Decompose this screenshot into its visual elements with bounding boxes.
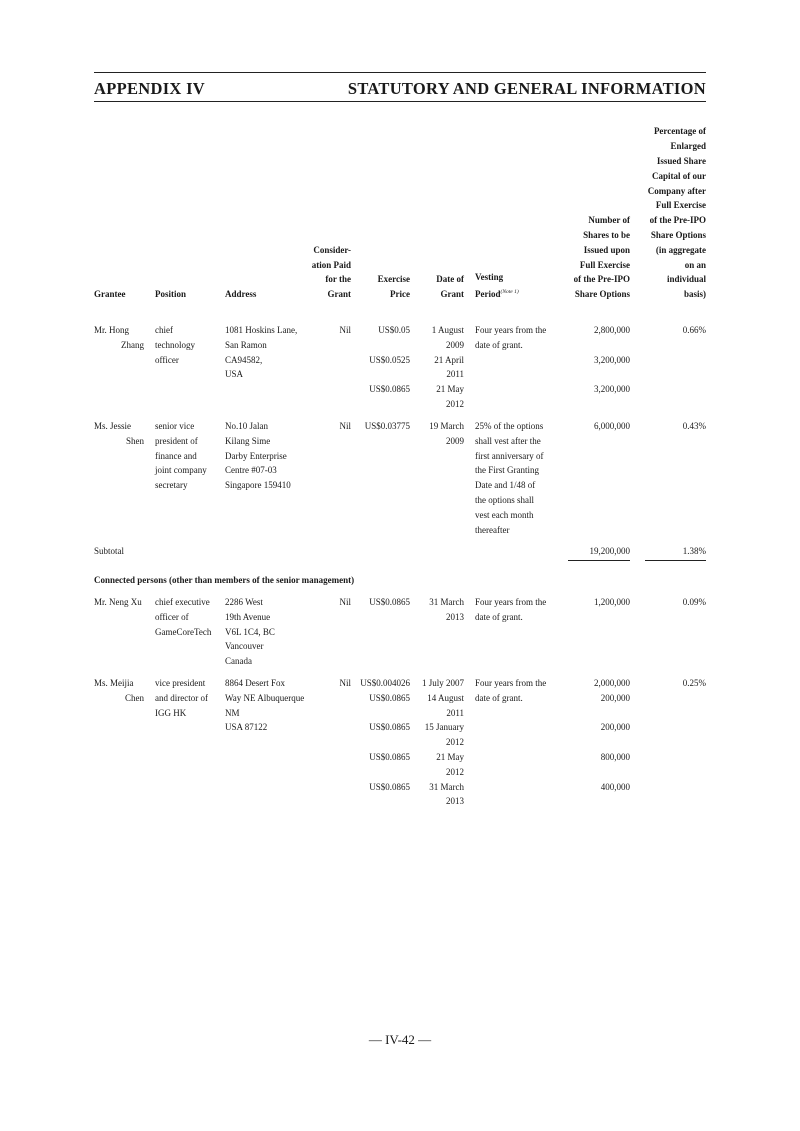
- cell-line: Date and 1/48 of: [475, 480, 536, 491]
- cell-line: [594, 794, 630, 809]
- cell-line: No.10 Jalan: [225, 421, 268, 431]
- cell-line: 15 January: [424, 722, 464, 733]
- row-hong-zhang-date-of-grant: [432, 323, 464, 412]
- cell-line: Kilang Sime: [225, 435, 271, 446]
- cell-line: Grant: [327, 289, 351, 300]
- section-heading-connected-persons: Connected persons (other than members of the senior management): [94, 575, 355, 585]
- cell-line: technology: [155, 339, 195, 350]
- cell-line: Four years from the: [475, 325, 547, 335]
- cell-line: 2012: [446, 766, 464, 777]
- header-position: [155, 287, 186, 302]
- cell-line: date of grant.: [475, 692, 523, 703]
- cell-line: vest each month: [475, 509, 534, 520]
- cell-line: officer: [155, 354, 179, 365]
- cell-line: Grantee: [94, 289, 126, 300]
- cell-line: senior vice: [155, 421, 195, 431]
- cell-line: US$0.0525: [369, 354, 410, 365]
- row-neng-xu-date-of-grant: [429, 595, 464, 625]
- cell-line: Capital of our: [652, 170, 706, 181]
- appendix-label: APPENDIX IV: [94, 79, 206, 98]
- row-neng-xu-address: [225, 595, 275, 669]
- cell-line: 2011: [446, 369, 464, 380]
- cell-line: Share Options: [650, 230, 706, 241]
- cell-line: San Ramon: [225, 339, 267, 350]
- cell-line: 21 April: [434, 354, 464, 365]
- cell-line: Position: [155, 289, 187, 300]
- row-jessie-shen-shares: [594, 419, 630, 434]
- page-number: — IV-42 —: [368, 1032, 432, 1047]
- cell-line: Nil: [339, 325, 351, 335]
- cell-line: 19th Avenue: [225, 611, 271, 622]
- header-bottom-rule: [94, 101, 706, 102]
- cell-line: 0.25%: [682, 678, 706, 688]
- row-hong-zhang-vesting: [475, 323, 546, 353]
- cell-line: ation Paid: [311, 259, 351, 270]
- cell-line: of the Pre-IPO: [573, 274, 630, 285]
- header-vesting-period: Vesting Period$^{(Note 1)}$: [475, 272, 519, 300]
- cell-line: basis): [683, 289, 706, 300]
- cell-line: and director of: [155, 692, 208, 703]
- cell-line: vice president: [155, 678, 206, 688]
- cell-line: US$0.0865: [369, 597, 410, 607]
- cell-line: 8864 Desert Fox: [225, 678, 285, 688]
- cell-line: Mr. Neng Xu: [94, 597, 142, 607]
- header-percentage: [648, 124, 706, 302]
- cell-line: US$0.05: [378, 325, 410, 335]
- cell-line: GameCoreTech: [155, 626, 212, 637]
- cell-line: 1081 Hoskins Lane,: [225, 325, 298, 335]
- cell-line: chief: [155, 325, 173, 335]
- cell-line: 2011: [446, 707, 464, 718]
- cell-line: 200,000: [600, 722, 630, 733]
- cell-line: thereafter: [475, 524, 510, 535]
- cell-line: Way NE Albuquerque: [225, 692, 305, 703]
- cell-line: the First Granting: [475, 465, 539, 476]
- cell-line: 2009: [446, 435, 464, 446]
- cell-line: the options shall: [475, 494, 534, 505]
- cell-line: [594, 765, 630, 780]
- cell-line: 0.09%: [682, 597, 706, 607]
- cell-line: 25% of the options: [475, 421, 544, 431]
- cell-line: [360, 735, 410, 750]
- cell-line: date of grant.: [475, 611, 523, 622]
- cell-line: Exercise: [377, 274, 410, 285]
- subtotal-percentage: 1.38%: [682, 546, 706, 556]
- cell-line: Grant: [440, 289, 464, 300]
- cell-line: 6,000,000: [594, 421, 630, 431]
- row-meijia-chen-percentage: [683, 676, 706, 691]
- cell-line: Vancouver: [225, 641, 264, 652]
- header-exercise-price: [378, 272, 410, 302]
- cell-line: Shen: [126, 435, 144, 446]
- cell-line: 2013: [446, 611, 464, 622]
- cell-line: [360, 765, 410, 780]
- row-hong-zhang-grantee: [94, 323, 144, 353]
- cell-line: [369, 338, 410, 353]
- row-jessie-shen-percentage: [683, 419, 706, 434]
- cell-line: 0.43%: [682, 421, 706, 431]
- row-jessie-shen-exercise-price: [365, 419, 410, 434]
- cell-line: 2009: [446, 339, 464, 350]
- cell-line: Nil: [339, 678, 351, 688]
- header-address: [225, 287, 256, 302]
- subtotal-percentage-underline: [645, 560, 706, 561]
- cell-line: 400,000: [600, 781, 630, 792]
- header-consideration: [312, 243, 351, 302]
- cell-line: Singapore 159410: [225, 480, 291, 491]
- cell-line: 2286 West: [225, 597, 263, 607]
- cell-line: Issued Share: [656, 156, 706, 167]
- cell-line: 1 August: [431, 325, 464, 335]
- cell-line: US$0.0865: [369, 751, 410, 762]
- cell-line: finance and: [155, 450, 197, 461]
- cell-line: for the: [325, 274, 351, 285]
- cell-line: Ms. Jessie: [94, 421, 132, 431]
- cell-line: 3,200,000: [594, 384, 630, 395]
- cell-line: Consider-: [313, 244, 351, 255]
- cell-line: 3,200,000: [594, 354, 630, 365]
- header-date-of-grant: [436, 272, 464, 302]
- cell-line: 21 May: [436, 751, 464, 762]
- header-grantee: [94, 287, 126, 302]
- cell-line: 2012: [446, 398, 464, 409]
- row-neng-xu-grantee: [94, 595, 142, 610]
- cell-line: 1 July 2007: [421, 678, 464, 688]
- cell-line: 2012: [446, 737, 464, 748]
- cell-line: Zhang: [121, 339, 144, 350]
- row-hong-zhang-position: [155, 323, 195, 367]
- cell-line: [594, 338, 630, 353]
- cell-line: [360, 706, 410, 721]
- cell-line: officer of: [155, 611, 189, 622]
- cell-line: [369, 367, 410, 382]
- subtotal-shares-underline: [568, 560, 630, 561]
- cell-line: Four years from the: [475, 678, 547, 688]
- cell-line: US$0.004026: [360, 678, 410, 688]
- cell-line: Issued upon: [583, 244, 630, 255]
- cell-line: Darby Enterprise: [225, 450, 287, 461]
- cell-line: 31 March: [429, 597, 464, 607]
- cell-line: 14 August: [427, 692, 464, 703]
- cell-line: Ms. Meijia: [94, 678, 134, 688]
- cell-line: CA94582,: [225, 354, 263, 365]
- cell-line: Nil: [339, 421, 351, 431]
- row-meijia-chen-grantee: [94, 676, 144, 706]
- cell-line: 2013: [446, 796, 464, 807]
- row-hong-zhang-percentage: [683, 323, 706, 338]
- row-meijia-chen-vesting: [475, 676, 546, 706]
- cell-line: Chen: [125, 692, 144, 703]
- row-jessie-shen-date-of-grant: [429, 419, 464, 449]
- row-meijia-chen-exercise-price: [360, 676, 410, 809]
- row-meijia-chen-consideration: [339, 676, 351, 691]
- cell-line: president of: [155, 435, 198, 446]
- cell-line: USA 87122: [225, 722, 268, 733]
- cell-line: Mr. Hong: [94, 325, 130, 335]
- cell-line: 0.66%: [682, 325, 706, 335]
- row-jessie-shen-address: [225, 419, 291, 493]
- header-top-rule: [94, 72, 706, 73]
- cell-line: US$0.0865: [369, 384, 410, 395]
- cell-line: Four years from the: [475, 597, 547, 607]
- cell-line: V6L 1C4, BC: [225, 626, 275, 637]
- row-neng-xu-exercise-price: [369, 595, 410, 610]
- cell-line: Address: [225, 289, 257, 300]
- cell-line: Share Options: [574, 289, 630, 300]
- cell-line: on an: [684, 259, 706, 270]
- cell-line: first anniversary of: [475, 450, 544, 461]
- cell-line: joint company: [155, 465, 207, 476]
- cell-line: 31 March: [429, 781, 464, 792]
- cell-line: (in aggregate: [655, 244, 706, 255]
- cell-line: date of grant.: [475, 339, 523, 350]
- cell-line: 1,200,000: [594, 597, 630, 607]
- row-jessie-shen-vesting: [475, 419, 543, 537]
- cell-line: Canada: [225, 656, 252, 667]
- cell-line: Number of: [588, 215, 630, 226]
- cell-line: individual: [666, 274, 706, 285]
- cell-line: Percentage of: [653, 126, 706, 137]
- row-hong-zhang-exercise-price: [369, 323, 410, 412]
- row-meijia-chen-shares: [594, 676, 630, 809]
- cell-line: IGG HK: [155, 707, 187, 718]
- cell-line: [594, 706, 630, 721]
- row-jessie-shen-position: [155, 419, 207, 493]
- row-hong-zhang-shares: [594, 323, 630, 412]
- page-section-title: STATUTORY AND GENERAL INFORMATION: [347, 79, 706, 98]
- row-jessie-shen-consideration: [339, 419, 351, 434]
- cell-line: [369, 397, 410, 412]
- cell-line: USA: [225, 369, 244, 380]
- row-meijia-chen-address: [225, 676, 304, 735]
- cell-line: Date of: [436, 274, 464, 285]
- cell-line: 21 May: [436, 384, 464, 395]
- row-meijia-chen-date-of-grant: [422, 676, 464, 809]
- cell-line: [594, 735, 630, 750]
- row-hong-zhang-consideration: [339, 323, 351, 338]
- cell-line: Full Exercise: [579, 259, 630, 270]
- row-neng-xu-consideration: [339, 595, 351, 610]
- cell-line: chief executive: [155, 597, 210, 607]
- header-number-of-shares: [574, 213, 630, 302]
- subtotal-label: Subtotal: [94, 546, 125, 556]
- cell-line: Company after: [647, 185, 706, 196]
- row-hong-zhang-address: [225, 323, 297, 382]
- cell-line: US$0.03775: [364, 421, 410, 431]
- row-neng-xu-position: [155, 595, 211, 639]
- cell-line: US$0.0865: [369, 781, 410, 792]
- cell-line: secretary: [155, 480, 188, 491]
- cell-line: [594, 367, 630, 382]
- row-neng-xu-percentage: [683, 595, 706, 610]
- cell-line: [594, 397, 630, 412]
- cell-line: US$0.0865: [369, 722, 410, 733]
- cell-line: 2,800,000: [594, 325, 630, 335]
- row-jessie-shen-grantee: [94, 419, 144, 449]
- cell-line: Full Exercise: [655, 200, 706, 211]
- row-meijia-chen-position: [155, 676, 208, 720]
- cell-line: Shares to be: [583, 230, 630, 241]
- cell-line: shall vest after the: [475, 435, 541, 446]
- cell-line: Enlarged: [670, 141, 706, 152]
- cell-line: [360, 794, 410, 809]
- cell-line: of the Pre-IPO: [649, 215, 706, 226]
- cell-line: Nil: [339, 597, 351, 607]
- cell-line: NM: [225, 707, 240, 718]
- cell-line: Price: [390, 289, 410, 300]
- row-neng-xu-shares: [594, 595, 630, 610]
- cell-line: 800,000: [600, 751, 630, 762]
- row-neng-xu-vesting: [475, 595, 546, 625]
- cell-line: Centre #07-03: [225, 465, 277, 476]
- cell-line: US$0.0865: [369, 692, 410, 703]
- subtotal-shares: 19,200,000: [589, 546, 630, 556]
- vesting-note-ref: (Note 1): [500, 289, 519, 296]
- cell-line: 2,000,000: [594, 678, 630, 688]
- cell-line: 19 March: [429, 421, 464, 431]
- cell-line: 200,000: [600, 692, 630, 703]
